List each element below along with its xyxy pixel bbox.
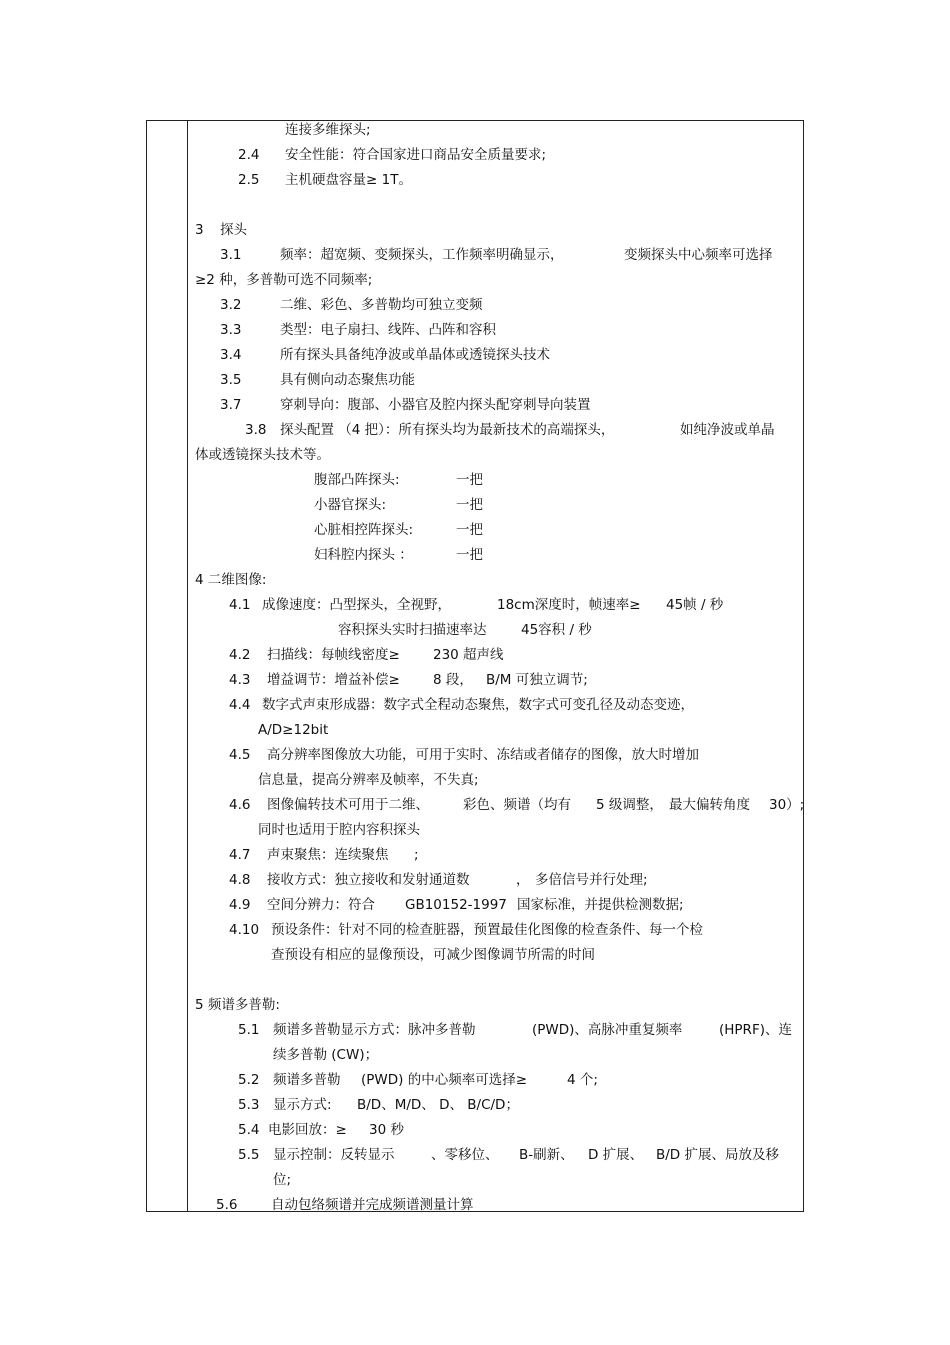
probe-name: 小器官探头: bbox=[314, 497, 387, 513]
text-line: 45帧 / 秒 bbox=[666, 597, 724, 613]
item-number: 4.2 bbox=[229, 647, 251, 663]
text-line: 成像速度：凸型探头，全视野， bbox=[262, 597, 451, 613]
text-line: 45容积 / 秒 bbox=[521, 622, 592, 638]
text-line: B/D 扩展、局放及移 bbox=[656, 1147, 779, 1163]
text-line: 预设条件：针对不同的检查脏器，预置最佳化图像的检查条件、每一个检 bbox=[271, 922, 703, 938]
item-number: 4.9 bbox=[229, 897, 251, 913]
text-line: 类型：电子扇扫、线阵、凸阵和容积 bbox=[280, 322, 496, 338]
text-line: (PWD)、高脉冲重复频率 bbox=[532, 1022, 683, 1038]
text-line: 频谱多普勒显示方式：脉冲多普勒 bbox=[273, 1022, 476, 1038]
text-line: 电影回放：≥ bbox=[268, 1122, 347, 1138]
text-line: B/D、M/D、 D、 B/C/D； bbox=[357, 1097, 519, 1113]
text-line: 30）; bbox=[769, 797, 805, 813]
text-line: B/M 可独立调节; bbox=[486, 672, 588, 688]
text-line: 扫描线：每帧线密度≥ bbox=[267, 647, 400, 663]
text-line: 图像偏转技术可用于二维、 bbox=[267, 797, 429, 813]
text-line: 5 级调整， bbox=[596, 797, 663, 813]
item-number: 5.5 bbox=[238, 1147, 260, 1163]
text-line: 显示控制：反转显示 bbox=[273, 1147, 395, 1163]
section-number: 3 bbox=[195, 222, 204, 238]
text-line: 同时也适用于腔内容积探头 bbox=[258, 822, 420, 838]
text-line: 主机硬盘容量≥ 1T。 bbox=[285, 172, 412, 188]
item-number: 3.2 bbox=[220, 297, 242, 313]
text-line: 二维、彩色、多普勒均可独立变频 bbox=[280, 297, 483, 313]
item-number: 4.3 bbox=[229, 672, 251, 688]
text-line: 容积探头实时扫描速率达 bbox=[338, 622, 487, 638]
item-number: 5.3 bbox=[238, 1097, 260, 1113]
text-line: D 扩展、 bbox=[588, 1147, 644, 1163]
item-number: 4.4 bbox=[229, 697, 251, 713]
probe-qty: 一把 bbox=[456, 522, 483, 538]
text-line: 查预设有相应的显像预设，可减少图像调节所需的时间 bbox=[271, 947, 595, 963]
text-line: ; bbox=[414, 847, 419, 863]
text-line: A/D≥12bit bbox=[258, 722, 329, 738]
item-number: 4.8 bbox=[229, 872, 251, 888]
item-number: 4.10 bbox=[229, 922, 260, 938]
item-number: 3.8 bbox=[245, 422, 267, 438]
text-line: 显示方式: bbox=[273, 1097, 332, 1113]
text-line: 位; bbox=[273, 1172, 292, 1188]
probe-qty: 一把 bbox=[456, 497, 483, 513]
text-line: 、零移位、 bbox=[431, 1147, 499, 1163]
text-line: 多倍信号并行处理; bbox=[535, 872, 648, 888]
probe-qty: 一把 bbox=[456, 547, 483, 563]
text-line: 连接多维探头; bbox=[285, 122, 371, 138]
text-line: 信息量，提高分辨率及帧率，不失真; bbox=[258, 772, 479, 788]
text-line: 探头配置 （4 把）：所有探头均为最新技术的高端探头， bbox=[280, 422, 615, 438]
text-line: 所有探头具备纯净波或单晶体或透镜探头技术 bbox=[280, 347, 550, 363]
text-line: 18cm深度时，帧速率≥ bbox=[497, 597, 641, 613]
text-line: 续多普勒 (CW)； bbox=[273, 1047, 379, 1063]
item-number: 5.2 bbox=[238, 1072, 260, 1088]
item-number: 2.5 bbox=[238, 172, 260, 188]
text-line: ≥2 种，多普勒可选不同频率; bbox=[195, 272, 373, 288]
text-line: 频率：超宽频、变频探头，工作频率明确显示， bbox=[280, 247, 564, 263]
text-line: 安全性能：符合国家进口商品安全质量要求; bbox=[285, 147, 547, 163]
section-title: 5 频谱多普勒: bbox=[195, 997, 280, 1013]
text-line: 数字式声束形成器：数字式全程动态聚焦，数字式可变孔径及动态变迹， bbox=[262, 697, 694, 713]
item-number: 3.4 bbox=[220, 347, 242, 363]
item-number: 4.1 bbox=[229, 597, 251, 613]
item-number: 3.1 bbox=[220, 247, 242, 263]
item-number: 2.4 bbox=[238, 147, 260, 163]
item-number: 5.4 bbox=[238, 1122, 260, 1138]
text-line: 彩色、频谱（均有 bbox=[463, 797, 571, 813]
text-line: 8 段， bbox=[433, 672, 473, 688]
text-line: 230 超声线 bbox=[433, 647, 504, 663]
text-line: 最大偏转角度 bbox=[669, 797, 750, 813]
text-line: 体或透镜探头技术等。 bbox=[195, 447, 330, 463]
text-line: B-刷新、 bbox=[519, 1147, 574, 1163]
section-title: 4 二维图像: bbox=[195, 572, 267, 588]
text-line: 如纯净波或单晶 bbox=[680, 422, 775, 438]
section-title: 探头 bbox=[220, 222, 247, 238]
text-line: 4 个; bbox=[567, 1072, 598, 1088]
probe-qty: 一把 bbox=[456, 472, 483, 488]
item-number: 5.6 bbox=[216, 1197, 238, 1213]
text-line: GB10152-1997 bbox=[405, 897, 507, 913]
text-line: 空间分辨力：符合 bbox=[267, 897, 375, 913]
text-line: 穿刺导向：腹部、小器官及腔内探头配穿刺导向装置 bbox=[280, 397, 591, 413]
text-line: 变频探头中心频率可选择 bbox=[624, 247, 773, 263]
text-line: 接收方式：独立接收和发射通道数 bbox=[267, 872, 470, 888]
item-number: 5.1 bbox=[238, 1022, 260, 1038]
text-line: 国家标准，并提供检测数据; bbox=[517, 897, 684, 913]
text-line: (HPRF)、连 bbox=[719, 1022, 792, 1038]
text-line: (PWD) 的中心频率可选择≥ bbox=[361, 1072, 528, 1088]
probe-name: 心脏相控阵探头: bbox=[314, 522, 414, 538]
item-number: 4.5 bbox=[229, 747, 251, 763]
text-line: 增益调节：增益补偿≥ bbox=[267, 672, 400, 688]
item-number: 3.3 bbox=[220, 322, 242, 338]
text-line: 30 秒 bbox=[369, 1122, 404, 1138]
probe-name: 腹部凸阵探头: bbox=[314, 472, 400, 488]
text-line: 自动包络频谱并完成频谱测量计算 bbox=[271, 1197, 474, 1213]
text-line: 频谱多普勒 bbox=[273, 1072, 341, 1088]
text-line: 声束聚焦：连续聚焦 bbox=[267, 847, 389, 863]
probe-name: 妇科腔内探头 ： bbox=[314, 547, 413, 563]
item-number: 3.7 bbox=[220, 397, 242, 413]
item-number: 4.7 bbox=[229, 847, 251, 863]
item-number: 3.5 bbox=[220, 372, 242, 388]
text-line: ， bbox=[516, 872, 530, 888]
text-line: 具有侧向动态聚焦功能 bbox=[280, 372, 415, 388]
text-line: 高分辨率图像放大功能，可用于实时、冻结或者储存的图像，放大时增加 bbox=[267, 747, 699, 763]
item-number: 4.6 bbox=[229, 797, 251, 813]
